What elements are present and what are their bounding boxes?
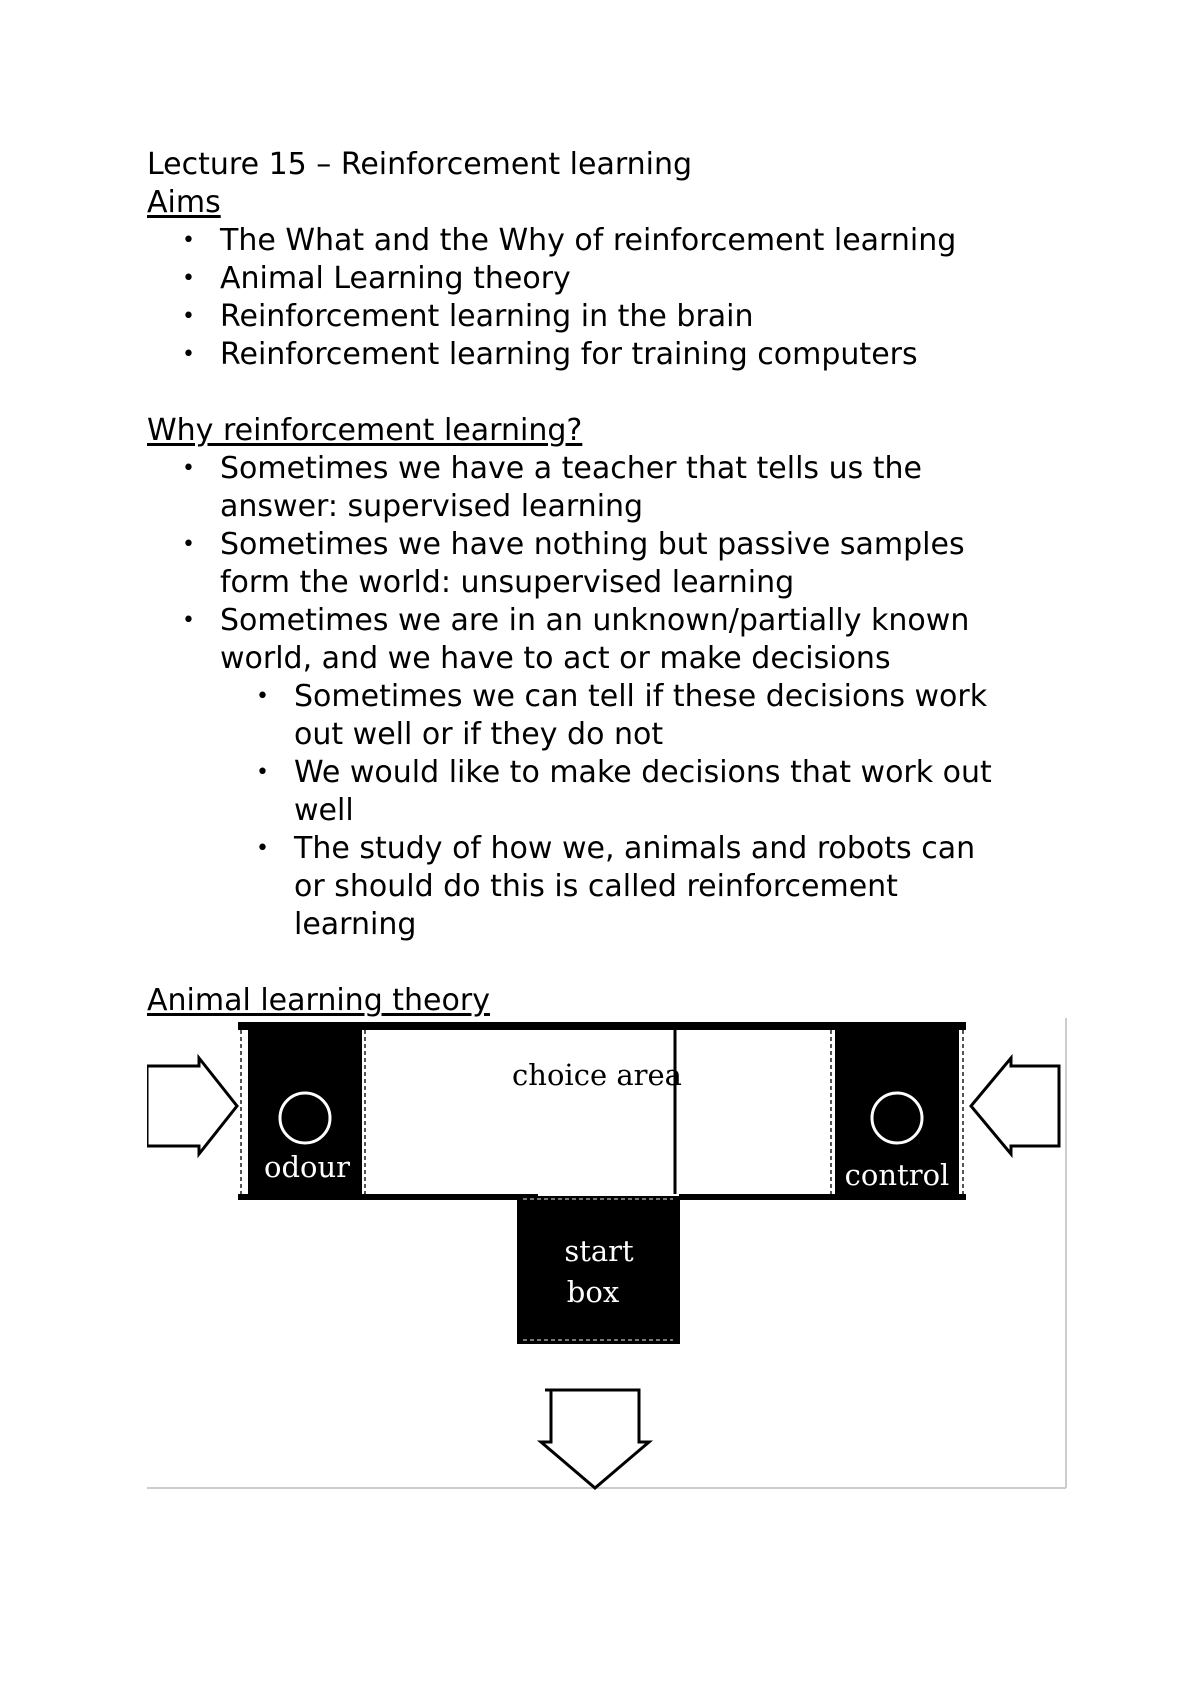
document-body bbox=[147, 146, 1067, 1020]
list-item: • Sometimes we have nothing but passive samples form the world: unsupervised learning bbox=[147, 526, 980, 602]
sub-list-item: • The study of how we, animals and robots can or should do this is called reinforcement learning bbox=[147, 830, 994, 944]
why-list bbox=[147, 450, 1067, 944]
list-item: • Animal Learning theory bbox=[147, 260, 1067, 298]
why-heading: Why reinforcement learning? bbox=[147, 413, 583, 448]
t-maze-figure bbox=[147, 1018, 1067, 1490]
aims-list bbox=[147, 222, 1067, 374]
page-title: Lecture 15 – Reinforcement learning bbox=[147, 147, 693, 182]
animal-heading: Animal learning theory bbox=[147, 983, 490, 1018]
aims-heading: Aims bbox=[147, 185, 221, 220]
maze-bottom-wall-right bbox=[679, 1194, 966, 1200]
sub-list-item: • Sometimes we can tell if these decisions work out well or if they do not bbox=[147, 678, 994, 754]
odour-label: odour bbox=[263, 1150, 351, 1184]
start-label: start bbox=[564, 1234, 634, 1268]
list-item: • Sometimes we have a teacher that tells us the answer: supervised learning bbox=[147, 450, 960, 526]
arrow-down-icon bbox=[541, 1390, 649, 1488]
control-label: control bbox=[844, 1158, 950, 1192]
choice-area-label: choice area bbox=[512, 1058, 682, 1092]
t-maze-diagram bbox=[147, 1018, 1067, 1490]
sub-list-item: • We would like to make decisions that work out well bbox=[147, 754, 1014, 830]
arrow-right-icon bbox=[147, 1058, 237, 1154]
list-item: • Reinforcement learning for training computers bbox=[147, 336, 1067, 374]
start-box bbox=[517, 1196, 680, 1344]
box-label: box bbox=[566, 1275, 620, 1309]
arrow-left-icon bbox=[971, 1058, 1059, 1154]
list-item: • Sometimes we are in an unknown/partially known world, and we have to act or make decisions bbox=[147, 602, 980, 678]
maze-bottom-wall-left bbox=[238, 1194, 538, 1200]
list-item: • The What and the Why of reinforcement learning bbox=[147, 222, 1067, 260]
maze-top-wall bbox=[238, 1022, 966, 1030]
list-item: • Reinforcement learning in the brain bbox=[147, 298, 1067, 336]
